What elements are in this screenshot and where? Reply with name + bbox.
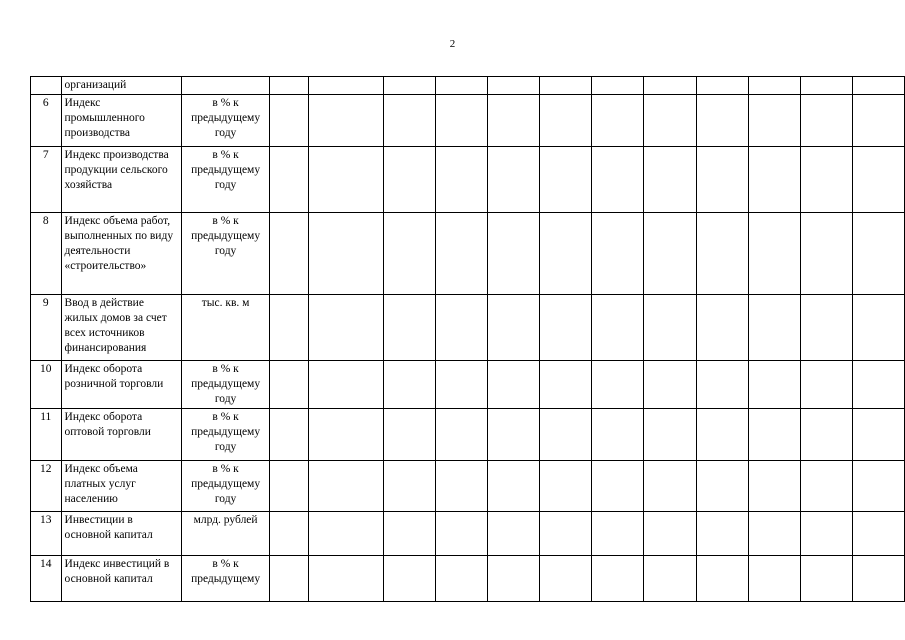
empty-cell [749,147,801,213]
table-row [31,95,905,147]
table-row [31,512,905,556]
empty-cell [696,361,748,409]
empty-cell [539,95,591,147]
empty-cell [644,213,696,295]
empty-cell [801,556,852,602]
empty-cell [539,461,591,512]
empty-cell [644,147,696,213]
empty-cell [269,95,308,147]
row-number: 10 [31,361,62,409]
empty-cell [592,409,644,461]
empty-cell [592,77,644,95]
table-row [31,147,905,213]
empty-cell [644,556,696,602]
empty-cell [644,361,696,409]
row-number: 11 [31,409,62,461]
empty-cell [696,512,748,556]
empty-cell [592,556,644,602]
empty-cell [436,461,487,512]
empty-cell [436,95,487,147]
empty-cell [384,77,436,95]
empty-cell [308,95,383,147]
empty-cell [749,295,801,361]
empty-cell [384,147,436,213]
table-row [31,556,905,602]
empty-cell [308,213,383,295]
empty-cell [696,295,748,361]
empty-cell [384,361,436,409]
row-number: 13 [31,512,62,556]
indicator-name: Ввод в действие жилых домов за счет всех источников финансирования [61,295,182,361]
indicator-name: Индекс оборота оптовой торговли [61,409,182,461]
empty-cell [801,213,852,295]
empty-cell [308,147,383,213]
indicator-name: Индекс оборота розничной торговли [61,361,182,409]
empty-cell [539,213,591,295]
empty-cell [384,409,436,461]
empty-cell [269,512,308,556]
unit-of-measure: в % к предыдущему году [182,361,270,409]
row-number: 12 [31,461,62,512]
empty-cell [308,295,383,361]
empty-cell [308,556,383,602]
table-row [31,295,905,361]
empty-cell [539,556,591,602]
unit-of-measure: в % к предыдущему году [182,147,270,213]
empty-cell [487,95,539,147]
empty-cell [269,556,308,602]
unit-of-measure: в % к предыдущему году [182,213,270,295]
empty-cell [436,361,487,409]
empty-cell [384,512,436,556]
table-row [31,409,905,461]
empty-cell [487,213,539,295]
empty-cell [644,512,696,556]
empty-cell [592,361,644,409]
empty-cell [644,95,696,147]
empty-cell [539,295,591,361]
empty-cell [539,77,591,95]
empty-cell [852,147,904,213]
empty-cell [487,461,539,512]
empty-cell [539,409,591,461]
empty-cell [487,556,539,602]
empty-cell [749,409,801,461]
empty-cell [269,147,308,213]
empty-cell [749,361,801,409]
empty-cell [308,361,383,409]
indicator-name: Индекс инвестиций в основной капитал [61,556,182,602]
empty-cell [592,95,644,147]
empty-cell [592,512,644,556]
empty-cell [644,77,696,95]
indicator-name: Индекс производства продукции сельского хозяйства [61,147,182,213]
unit-of-measure: в % к предыдущему году [182,409,270,461]
empty-cell [436,147,487,213]
empty-cell [644,409,696,461]
indicators-table [30,76,905,602]
empty-cell [696,77,748,95]
table-row [31,461,905,512]
page-number: 2 [449,38,456,50]
indicator-name: организаций [61,77,182,95]
empty-cell [696,461,748,512]
empty-cell [308,77,383,95]
empty-cell [801,295,852,361]
empty-cell [269,295,308,361]
empty-cell [592,295,644,361]
table-row [31,77,905,95]
empty-cell [749,77,801,95]
empty-cell [852,361,904,409]
indicator-name: Индекс промышленного производства [61,95,182,147]
empty-cell [487,361,539,409]
empty-cell [436,295,487,361]
empty-cell [801,409,852,461]
empty-cell [852,512,904,556]
indicator-name: Индекс объема работ, выполненных по виду деятельности «строительство» [61,213,182,295]
empty-cell [308,461,383,512]
table-body [31,77,905,602]
empty-cell [852,295,904,361]
unit-of-measure: в % к предыдущему году [182,95,270,147]
empty-cell [801,361,852,409]
empty-cell [269,361,308,409]
empty-cell [801,95,852,147]
empty-cell [749,95,801,147]
empty-cell [852,461,904,512]
unit-of-measure: в % к предыдущему [182,556,270,602]
indicator-name: Индекс объема платных услуг населению [61,461,182,512]
empty-cell [308,512,383,556]
empty-cell [269,213,308,295]
empty-cell [852,556,904,602]
empty-cell [644,461,696,512]
empty-cell [749,556,801,602]
empty-cell [384,295,436,361]
row-number: 7 [31,147,62,213]
empty-cell [308,409,383,461]
empty-cell [269,77,308,95]
empty-cell [592,147,644,213]
empty-cell [436,556,487,602]
empty-cell [592,461,644,512]
row-number: 14 [31,556,62,602]
empty-cell [644,295,696,361]
empty-cell [749,213,801,295]
empty-cell [487,295,539,361]
unit-of-measure: тыс. кв. м [182,295,270,361]
row-number: 8 [31,213,62,295]
empty-cell [749,461,801,512]
empty-cell [436,512,487,556]
empty-cell [801,77,852,95]
empty-cell [801,461,852,512]
row-number [31,77,62,95]
empty-cell [384,95,436,147]
empty-cell [487,512,539,556]
unit-of-measure [182,77,270,95]
empty-cell [539,512,591,556]
empty-cell [384,556,436,602]
empty-cell [539,361,591,409]
empty-cell [436,409,487,461]
row-number: 9 [31,295,62,361]
empty-cell [592,213,644,295]
empty-cell [696,213,748,295]
empty-cell [852,77,904,95]
row-number: 6 [31,95,62,147]
empty-cell [269,409,308,461]
empty-cell [749,512,801,556]
empty-cell [384,461,436,512]
empty-cell [801,147,852,213]
unit-of-measure: в % к предыдущему году [182,461,270,512]
empty-cell [384,213,436,295]
table-row [31,213,905,295]
empty-cell [269,461,308,512]
empty-cell [696,556,748,602]
empty-cell [852,95,904,147]
empty-cell [696,95,748,147]
empty-cell [852,409,904,461]
empty-cell [487,77,539,95]
empty-cell [696,147,748,213]
empty-cell [801,512,852,556]
unit-of-measure: млрд. рублей [182,512,270,556]
empty-cell [852,213,904,295]
empty-cell [436,213,487,295]
indicator-name: Инвестиции в основной капитал [61,512,182,556]
empty-cell [487,409,539,461]
empty-cell [696,409,748,461]
empty-cell [436,77,487,95]
empty-cell [539,147,591,213]
empty-cell [487,147,539,213]
table-row [31,361,905,409]
